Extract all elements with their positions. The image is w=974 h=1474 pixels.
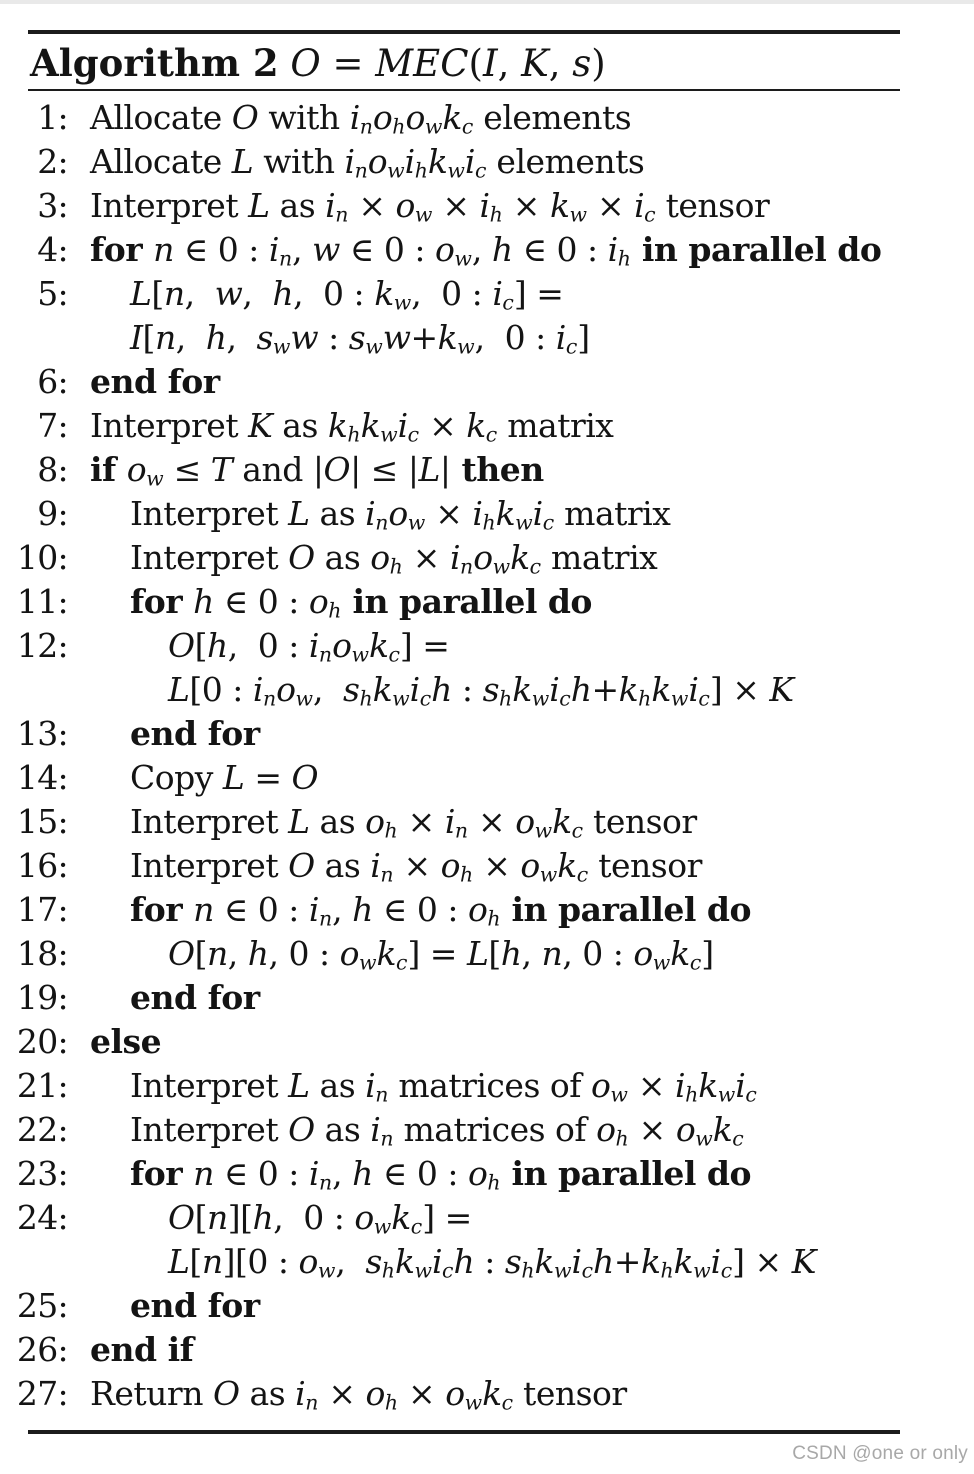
algo-line xyxy=(0,272,974,316)
algorithm-header xyxy=(28,34,974,89)
statement: else xyxy=(90,1022,162,1061)
algo-line xyxy=(0,1020,974,1064)
statement: Interpret L as $i_n \times o_w \times i_h \times k_w \times i_c$ tensor xyxy=(90,186,770,227)
algo-line xyxy=(0,976,974,1020)
algo-line xyxy=(0,888,974,932)
statement: for n ∈ 0 : $i_n$, h ∈ 0 : $o_h$ in parallel do xyxy=(130,890,751,931)
line-number: 19: xyxy=(16,978,68,1017)
algo-line xyxy=(0,184,974,228)
algo-line xyxy=(0,96,974,140)
statement: L[n, w, h, 0 : $k_w$, 0 : $i_c$] = xyxy=(130,274,564,315)
line-number: 18: xyxy=(16,934,68,973)
statement: for h ∈ 0 : $o_h$ in parallel do xyxy=(130,582,592,623)
line-number: 17: xyxy=(16,890,68,929)
line-number: 21: xyxy=(16,1066,68,1105)
statement: Copy L = O xyxy=(130,758,319,797)
statement: for n ∈ 0 : $i_n$, h ∈ 0 : $o_h$ in parallel do xyxy=(130,1154,751,1195)
algo-line xyxy=(0,756,974,800)
algo-line xyxy=(0,492,974,536)
statement: Interpret L as $i_no_w \times i_hk_wi_c$ matrix xyxy=(130,494,671,535)
algo-line xyxy=(0,1284,974,1328)
algo-line xyxy=(0,932,974,976)
statement: O[n, h, 0 : $o_wk_c] = L[h$, n, 0 : $o_wk_c$] xyxy=(168,934,714,975)
line-number: 10: xyxy=(16,538,68,577)
line-number: 26: xyxy=(16,1330,68,1369)
watermark: CSDN @one or only xyxy=(792,1443,968,1464)
algo-line-continuation xyxy=(0,316,974,360)
algo-line xyxy=(0,800,974,844)
statement: O[h, 0 : $i_no_wk_c$] = xyxy=(168,626,450,667)
line-number: 15: xyxy=(16,802,68,841)
statement: O[n][h, 0 : $o_wk_c$] = xyxy=(168,1198,472,1239)
algorithm-label: Algorithm 2 xyxy=(30,41,279,85)
algorithm-signature: O = MEC(I, K, s) xyxy=(290,42,606,85)
algo-line-continuation xyxy=(0,668,974,712)
algo-line xyxy=(0,1152,974,1196)
line-number: 23: xyxy=(16,1154,68,1193)
statement: end if xyxy=(90,1330,194,1369)
line-number: 5: xyxy=(37,274,68,313)
line-number: 16: xyxy=(16,846,68,885)
line-number: 12: xyxy=(16,626,68,665)
line-number: 4: xyxy=(37,230,68,269)
line-number: 6: xyxy=(37,362,68,401)
line-number: 13: xyxy=(16,714,68,753)
algo-line xyxy=(0,1064,974,1108)
algorithm-figure xyxy=(0,30,974,1434)
statement: I[n, h, $s_ww$ : $s_ww+k_w$, 0 : $i_c$] xyxy=(130,318,590,359)
algo-line xyxy=(0,712,974,756)
statement: Interpret O as $i_n \times o_h \times o_wk_c$ tensor xyxy=(130,846,702,887)
statement: for n ∈ 0 : $i_n$, w ∈ 0 : $o_w$, h ∈ 0 : $i_h$ in parallel do xyxy=(90,230,882,271)
statement: Allocate L with $i_no_wi_hk_wi_c$ elements xyxy=(90,142,645,183)
statement: end for xyxy=(130,714,260,753)
algo-line xyxy=(0,1196,974,1240)
statement: end for xyxy=(130,978,260,1017)
algo-line xyxy=(0,1372,974,1416)
line-number: 20: xyxy=(16,1022,68,1061)
statement: Interpret O as $i_n$ matrices of $o_h \times o_wk_c$ xyxy=(130,1110,744,1151)
line-number: 22: xyxy=(16,1110,68,1149)
line-number: 8: xyxy=(37,450,68,489)
statement: Interpret L as $o_h \times i_n \times o_wk_c$ tensor xyxy=(130,802,697,843)
line-number: 25: xyxy=(16,1286,68,1325)
algo-line xyxy=(0,1328,974,1372)
algo-line xyxy=(0,624,974,668)
statement: Interpret L as $i_n$ matrices of $o_w \times i_hk_wi_c$ xyxy=(130,1066,757,1107)
algo-line xyxy=(0,360,974,404)
algo-line xyxy=(0,536,974,580)
line-number: 1: xyxy=(37,98,68,137)
line-number: 24: xyxy=(16,1198,68,1237)
algo-line xyxy=(0,140,974,184)
algo-line-continuation xyxy=(0,1240,974,1284)
statement: Interpret K as $k_hk_wi_c \times k_c$ matrix xyxy=(90,406,614,447)
statement: Interpret O as $o_h \times i_no_wk_c$ matrix xyxy=(130,538,658,579)
line-number: 27: xyxy=(16,1374,68,1413)
statement: Allocate O with $i_no_ho_wk_c$ elements xyxy=(90,98,632,139)
line-number: 9: xyxy=(37,494,68,533)
statement: L[n][0 : $o_w$, $s_hk_wi_ch$ : $s_hk_wi_ch+k_hk_wi_c] \times K$ xyxy=(168,1242,816,1283)
window-edge-strip xyxy=(0,0,974,4)
algo-line xyxy=(0,1108,974,1152)
algorithm-lines xyxy=(0,91,974,1416)
algo-line xyxy=(0,448,974,492)
line-number: 11: xyxy=(16,582,68,621)
algo-line xyxy=(0,844,974,888)
statement: Return O as $i_n \times o_h \times o_wk_c$ tensor xyxy=(90,1374,627,1415)
statement: end for xyxy=(90,362,220,401)
statement: end for xyxy=(130,1286,260,1325)
statement: if $o_w \le T$ and |O| ≤ |L| then xyxy=(90,450,544,491)
line-number: 14: xyxy=(16,758,68,797)
bottom-rule xyxy=(28,1430,900,1434)
line-number: 7: xyxy=(37,406,68,445)
line-number: 3: xyxy=(37,186,68,225)
algo-line xyxy=(0,580,974,624)
line-number: 2: xyxy=(37,142,68,181)
algo-line xyxy=(0,228,974,272)
statement: L[0 : $i_no_w$, $s_hk_wi_ch$ : $s_hk_wi_ch+k_hk_wi_c] \times K$ xyxy=(168,670,794,711)
algo-line xyxy=(0,404,974,448)
